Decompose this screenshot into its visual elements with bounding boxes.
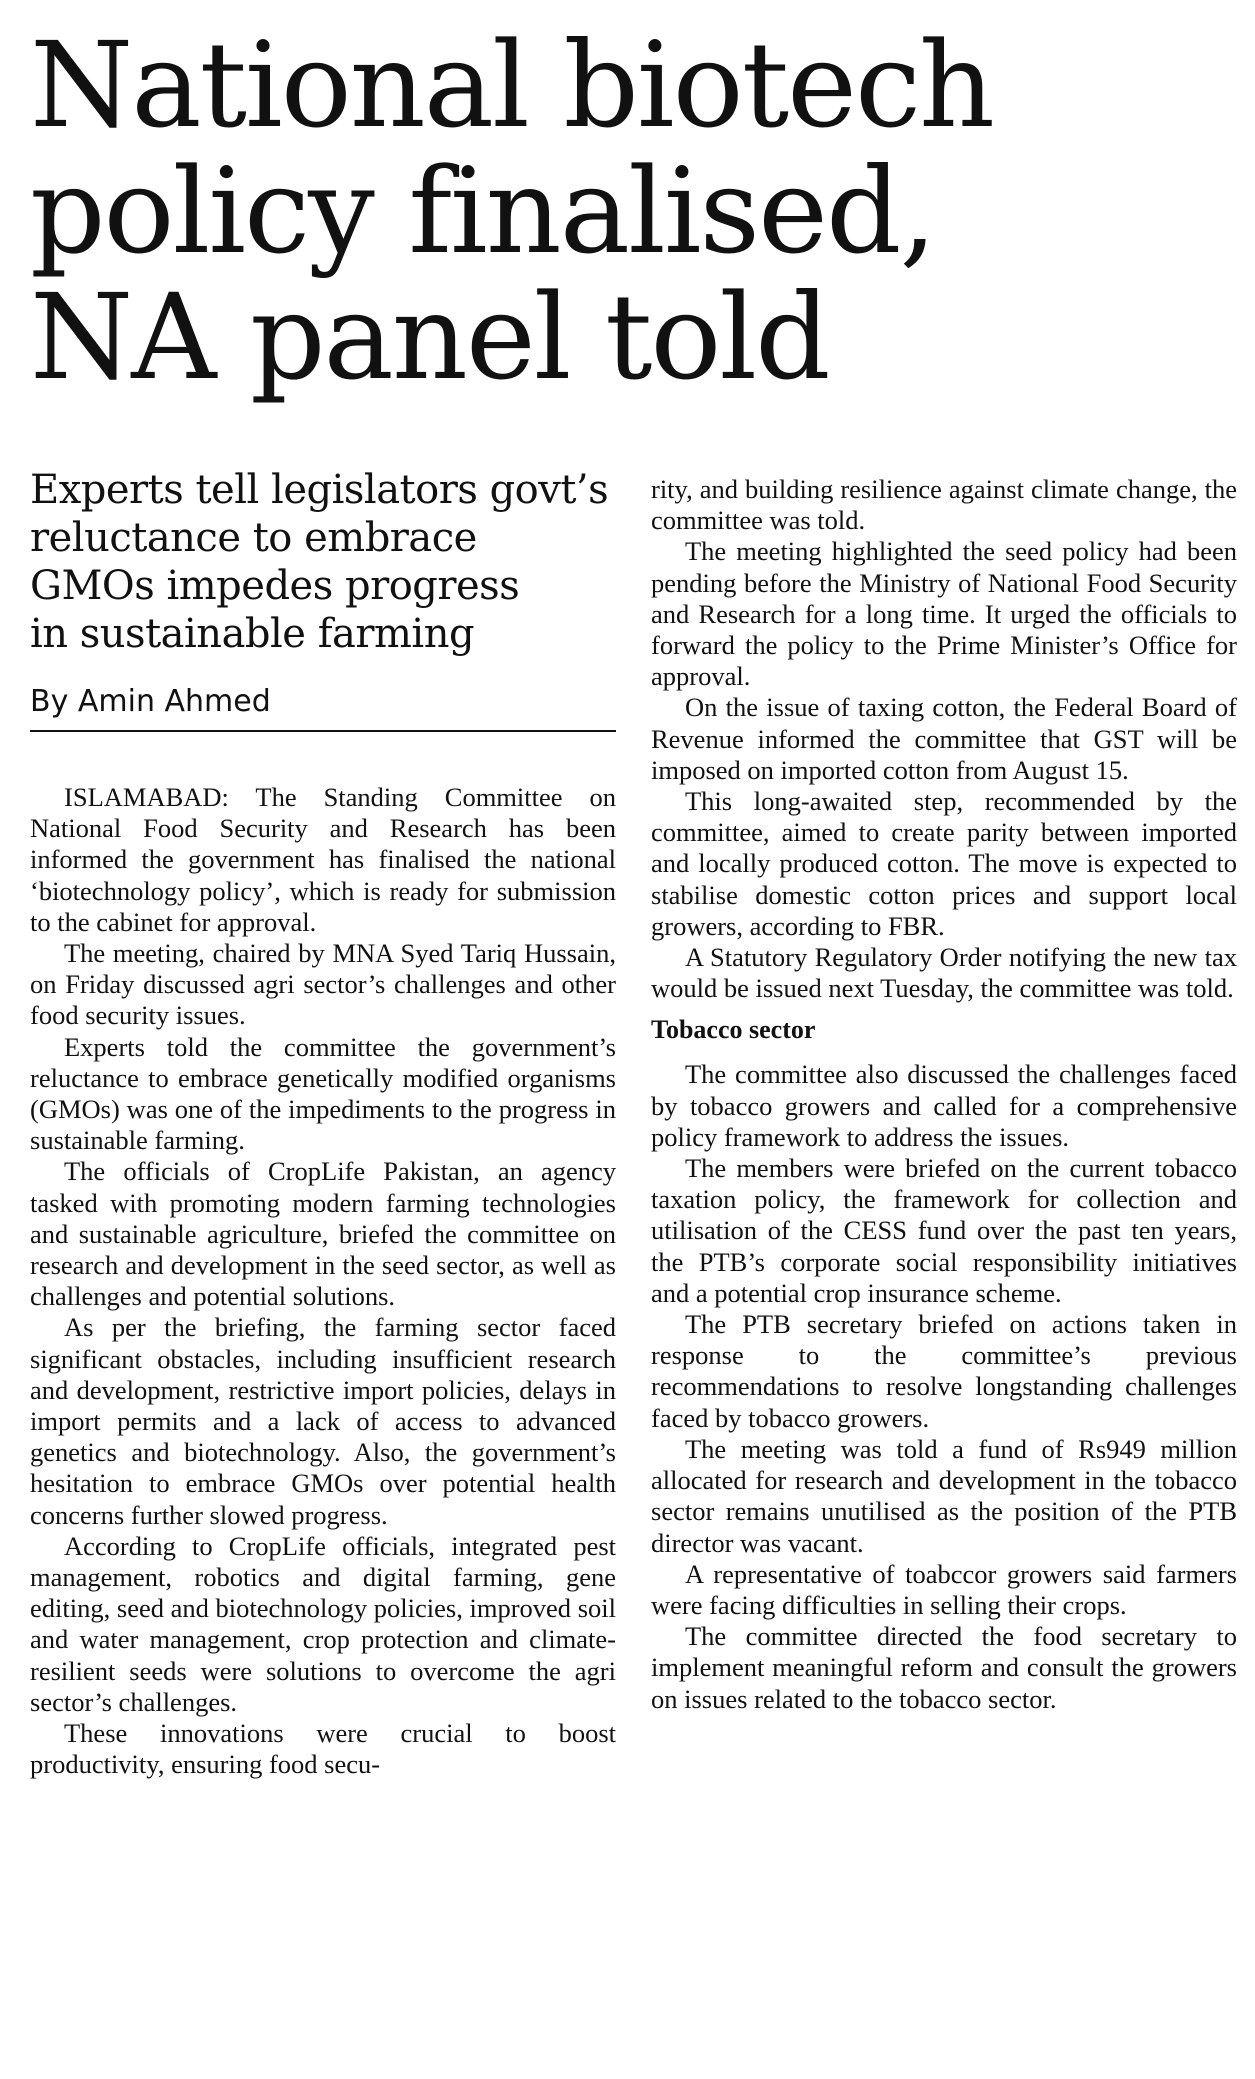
body-paragraph: As per the briefing, the farming sector faced significant obstacles, including insufficient research and development, restrictive import policies, delays in import permits and a lack of access to advanced genetics and biotechnology. Also, the government’s hesitation to embrace GMOs over potential health concerns further slowed progress. bbox=[30, 1312, 616, 1530]
body-paragraph: The meeting highlighted the seed policy had been pending before the Ministry of National Food Security and Research for a long time. It urged the officials to forward the policy to the Prime Minister’s Office for approval. bbox=[651, 536, 1237, 692]
right-column bbox=[651, 474, 1237, 1715]
body-paragraph: On the issue of taxing cotton, the Federal Board of Revenue informed the committee that GST will be imposed on imported cotton from August 15. bbox=[651, 692, 1237, 785]
body-paragraph: The committee also discussed the challenges faced by tobacco growers and called for a comprehensive policy framework to address the issues. bbox=[651, 1059, 1237, 1152]
section-subheading: Tobacco sector bbox=[651, 1015, 816, 1045]
body-paragraph: The members were briefed on the current tobacco taxation policy, the framework for collection and utilisation of the CESS fund over the past ten years, the PTB’s corporate social responsibility initiatives and a potential crop insurance scheme. bbox=[651, 1153, 1237, 1308]
headline-line: National biotech bbox=[30, 16, 994, 154]
headline-line: policy finalised, bbox=[30, 142, 935, 280]
body-paragraph: The committee directed the food secretary to implement meaningful reform and consult the growers on issues related to the tobacco sector. bbox=[651, 1621, 1237, 1714]
body-paragraph: The officials of CropLife Pakistan, an agency tasked with promoting modern farming technologies and sustainable agriculture, briefed the committee on research and development in the seed sector, as well as challenges and potential solutions. bbox=[30, 1156, 616, 1312]
deck-subheadline bbox=[30, 466, 630, 658]
body-paragraph: ISLAMABAD: The Standing Committee on National Food Security and Research has been informed the government has finalised the national ‘biotechnology policy’, which is ready for submission to the cabinet for approval. bbox=[30, 782, 616, 937]
left-column bbox=[30, 782, 616, 1781]
body-paragraph: A Statutory Regulatory Order notifying the new tax would be issued next Tuesday, the committee was told. bbox=[651, 942, 1237, 1004]
byline: By Amin Ahmed bbox=[30, 684, 271, 719]
byline-divider bbox=[30, 730, 616, 732]
body-paragraph: These innovations were crucial to boost productivity, ensuring food secu- bbox=[30, 1718, 616, 1780]
headline bbox=[30, 16, 1230, 406]
body-paragraph: A representative of toabccor growers said farmers were facing difficulties in selling their crops. bbox=[651, 1558, 1237, 1620]
body-paragraph: The meeting, chaired by MNA Syed Tariq Hussain, on Friday discussed agri sector’s challenges and other food security issues. bbox=[30, 938, 616, 1031]
body-paragraph: This long-awaited step, recommended by the committee, aimed to create parity between imported and locally produced cotton. The move is expected to stabilise domestic cotton prices and support local growers, according to FBR. bbox=[651, 786, 1237, 941]
body-paragraph-continued: rity, and building resilience against climate change, the committee was told. bbox=[651, 474, 1237, 536]
headline-line: NA panel told bbox=[30, 268, 829, 406]
deck-line: GMOs impedes progress bbox=[30, 563, 520, 609]
body-paragraph: According to CropLife officials, integrated pest management, robotics and digital farming, gene editing, seed and biotechnology policies, improved soil and water management, crop protection and climate-resilient seeds were solutions to overcome the agri sector’s challenges. bbox=[30, 1530, 616, 1717]
deck-line: in sustainable farming bbox=[30, 611, 475, 657]
body-paragraph: The PTB secretary briefed on actions taken in response to the committee’s previous recommendations to resolve longstanding challenges faced by tobacco growers. bbox=[651, 1309, 1237, 1433]
deck-line: Experts tell legislators govt’s bbox=[30, 467, 609, 513]
deck-line: reluctance to embrace bbox=[30, 515, 477, 561]
body-paragraph: The meeting was told a fund of Rs949 million allocated for research and development in the tobacco sector remains unutilised as the position of the PTB director was vacant. bbox=[651, 1433, 1237, 1558]
body-paragraph: Experts told the committee the government’s reluctance to embrace genetically modified organisms (GMOs) was one of the impediments to the progress in sustainable farming. bbox=[30, 1031, 616, 1156]
